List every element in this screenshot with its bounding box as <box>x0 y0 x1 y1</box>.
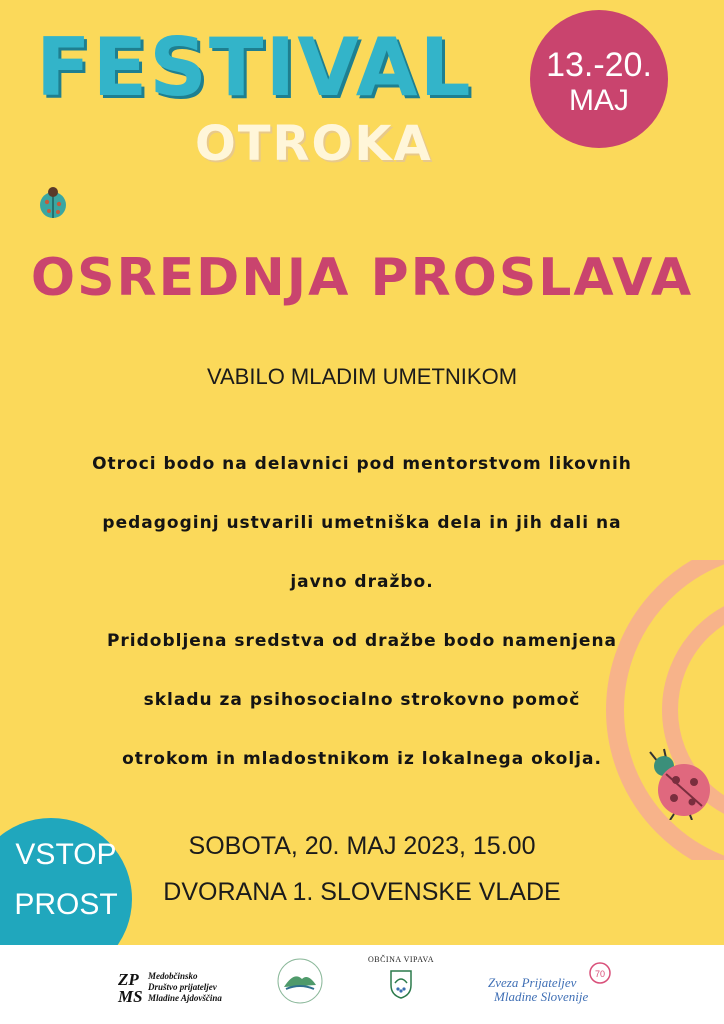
ladybug-icon <box>36 186 70 220</box>
zveza-line1: Zveza Prijateljev <box>488 975 577 990</box>
body-line: skladu za psihosocialno strokovno pomoč <box>143 690 581 710</box>
body-line: otrokom in mladostnikom iz lokalnega okolja. <box>122 749 602 769</box>
body-line: pedagoginj ustvarili umetniška dela in jih dali na <box>102 513 622 533</box>
zpms-text <box>148 971 222 1004</box>
zveza-line2: Mladine Slovenije <box>494 989 589 1004</box>
free-entry-badge <box>0 818 132 945</box>
event-date: SOBOTA, 20. MAJ 2023, 15.00 <box>188 832 536 860</box>
zpms-text-line: Medobčinsko <box>148 971 198 981</box>
festival-subtitle: OTROKA <box>195 116 433 172</box>
body-line: Pridobljena sredstva od dražbe bodo namenjena <box>106 631 618 651</box>
zpms-mark-top: ZP <box>118 970 139 989</box>
subtitle: VABILO MLADIM UMETNIKOM <box>206 364 518 389</box>
svg-text:70: 70 <box>594 969 606 979</box>
sponsor-footer <box>0 945 724 1024</box>
zpms-mark <box>118 971 143 1005</box>
zpms-mark-bottom: MS <box>118 987 143 1006</box>
vipava-title: OBČINA VIPAVA <box>367 955 434 964</box>
zpms-logo <box>118 969 258 1009</box>
anniversary-badge-icon <box>588 961 612 985</box>
ajdovscina-logo <box>276 957 324 1005</box>
event-venue: DVORANA 1. SLOVENSKE VLADE <box>163 878 561 906</box>
free-entry-line2: PROST <box>14 888 118 921</box>
body-line: Otroci bodo na delavnici pod mentorstvom likovnih <box>92 454 632 474</box>
date-badge <box>530 10 668 148</box>
zveza-logo <box>488 961 618 1011</box>
festival-title: FESTIVAL <box>36 21 473 114</box>
free-entry-line1: VSTOP <box>15 838 117 871</box>
vipava-logo <box>366 955 436 1017</box>
date-range: 13.-20. <box>546 46 652 84</box>
shield-icon <box>389 969 413 999</box>
zpms-text-line: Mladine Ajdovščina <box>148 993 222 1003</box>
body-text <box>40 448 684 802</box>
date-month: MAJ <box>569 84 629 117</box>
zpms-text-line: Društvo prijateljev <box>148 982 217 992</box>
body-line: javno dražbo. <box>290 572 434 592</box>
headline: OSREDNJA PROSLAVA <box>30 248 694 308</box>
